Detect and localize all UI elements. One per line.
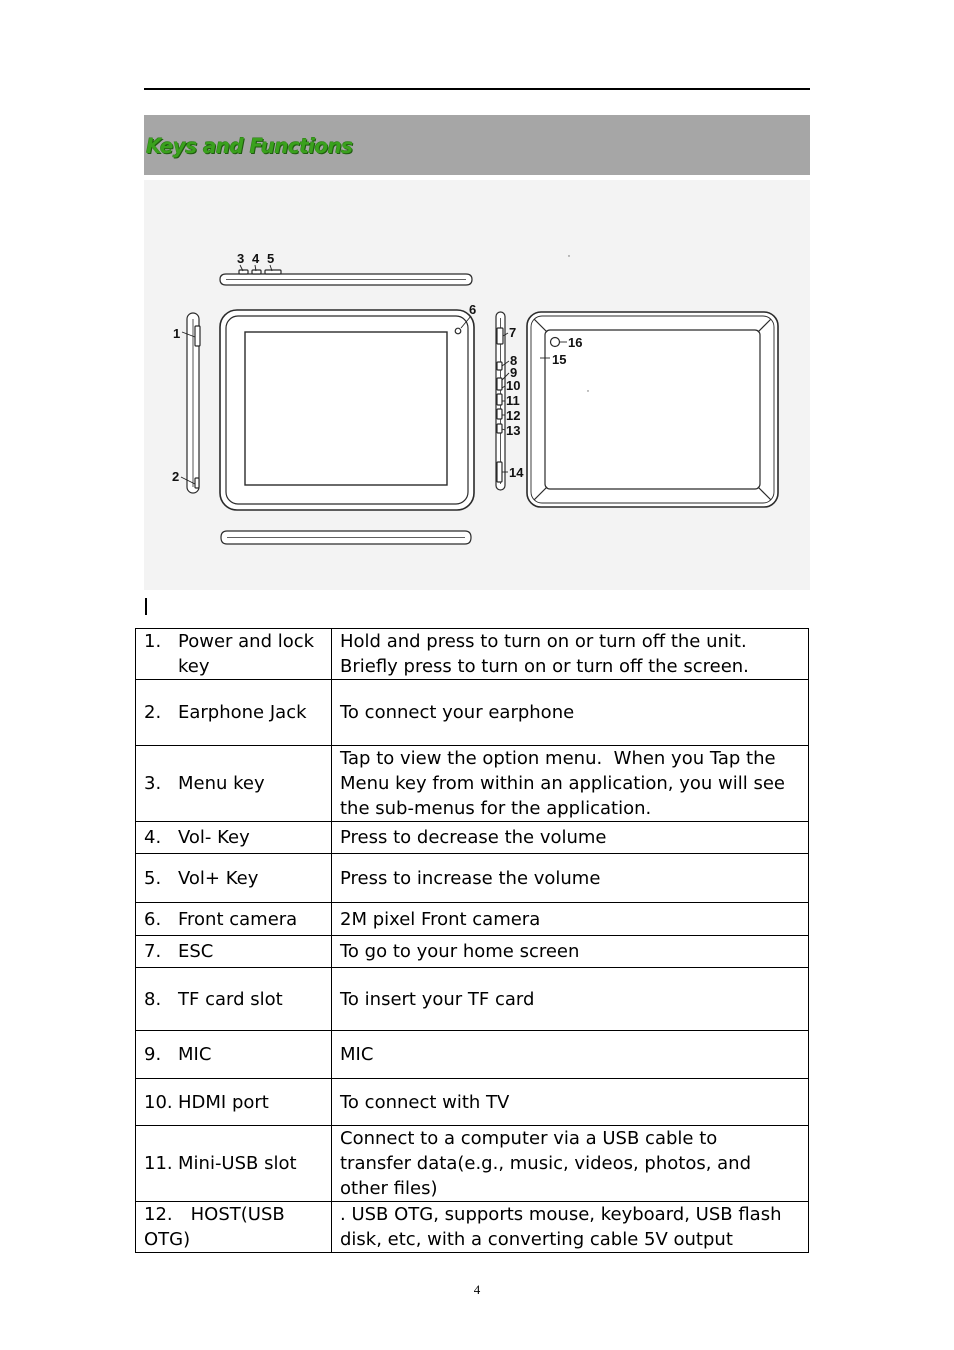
key-cell	[136, 680, 332, 745]
tablet-top-edge-view	[220, 270, 472, 285]
esc-key-shape	[497, 328, 503, 344]
key-cell	[136, 968, 332, 1030]
callout-11: 11	[506, 393, 520, 408]
key-number: 1.	[144, 631, 162, 652]
key-label	[144, 987, 327, 1012]
key-label	[144, 1202, 309, 1252]
tf-slot-shape	[497, 362, 502, 370]
function-cell	[332, 1202, 809, 1252]
key-name: TF card slot	[178, 988, 283, 1010]
scan-speck	[568, 255, 569, 256]
key-name: Power and lock key	[178, 631, 315, 677]
table-row	[136, 629, 809, 680]
section-header-band	[144, 115, 810, 175]
header-rule	[144, 88, 810, 90]
callout-7: 7	[509, 325, 517, 340]
function-cell	[332, 1031, 809, 1078]
key-number: 9.	[144, 1044, 162, 1065]
function-cell	[332, 1079, 809, 1125]
key-cell	[136, 822, 332, 853]
table-row	[136, 854, 809, 903]
callout-5: 5	[267, 251, 275, 266]
function-cell	[332, 968, 809, 1030]
key-name: ESC	[178, 941, 214, 962]
key-number: 5.	[144, 867, 162, 889]
earphone-jack-shape	[195, 478, 199, 488]
hdmi-port-shape	[497, 394, 502, 405]
vol-down-key-shape	[252, 270, 261, 274]
key-number: 4.	[144, 827, 162, 848]
callout-4: 4	[252, 251, 260, 266]
callout-10: 10	[506, 378, 521, 393]
table-row	[136, 936, 809, 968]
key-label	[144, 825, 327, 850]
table-row	[136, 1126, 809, 1202]
power-key-shape	[195, 326, 200, 346]
tablet-back-view	[527, 312, 778, 507]
host-usb-shape	[497, 424, 502, 433]
key-label	[144, 939, 327, 964]
key-label	[144, 907, 327, 932]
function-cell	[332, 854, 809, 902]
callout-6: 6	[469, 302, 477, 317]
callout-8: 8	[510, 353, 518, 368]
function-cell	[332, 936, 809, 967]
function-description: To connect your earphone	[340, 702, 575, 723]
table-row	[136, 1202, 809, 1253]
table-row	[136, 822, 809, 854]
key-name: HDMI port	[178, 1091, 269, 1113]
table-row	[136, 1079, 809, 1126]
key-number: 12.	[144, 1204, 173, 1225]
function-description: Hold and press to turn on or turn off the unit. Briefly press to turn on or turn off the screen.	[340, 631, 753, 677]
function-description: 2M pixel Front camera	[340, 908, 541, 930]
key-cell	[136, 1126, 332, 1201]
key-number: 3.	[144, 773, 162, 794]
table-row	[136, 680, 809, 746]
key-number: 11.	[144, 1153, 173, 1174]
function-description: Connect to a computer via a USB cable to transfer data(e.g., music, videos, photos, and other files)	[340, 1128, 757, 1199]
table-row	[136, 968, 809, 1031]
callout-12: 12	[506, 408, 521, 423]
function-description: To go to your home screen	[340, 941, 580, 962]
function-description: Tap to view the option menu. When you Tap the Menu key from within an application, you will see the sub-menus for the application.	[340, 748, 791, 819]
key-cell	[136, 1031, 332, 1078]
function-cell	[332, 903, 809, 935]
key-cell	[136, 1079, 332, 1125]
function-description: To insert your TF card	[340, 988, 535, 1010]
mic-shape	[497, 378, 502, 390]
function-description: . USB OTG, supports mouse, keyboard, USB flash disk, etc, with a converting cable 5V output	[340, 1204, 788, 1250]
key-cell	[136, 854, 332, 902]
side-key-14-shape	[497, 462, 502, 482]
callout-3: 3	[237, 251, 245, 266]
function-cell	[332, 822, 809, 853]
tablet-diagram	[144, 180, 810, 590]
function-description: To connect with TV	[340, 1091, 510, 1113]
key-label	[144, 771, 327, 796]
table-row	[136, 903, 809, 936]
tablet-front-view	[220, 310, 474, 510]
front-screen	[245, 332, 447, 485]
function-description: Press to increase the volume	[340, 867, 601, 889]
callout-2: 2	[172, 469, 180, 484]
callout-14: 14	[509, 465, 524, 480]
key-cell	[136, 1202, 332, 1252]
key-label	[144, 866, 327, 891]
tablet-left-side-view	[187, 313, 200, 493]
key-label	[144, 1042, 327, 1067]
key-cell	[136, 936, 332, 967]
key-cell	[136, 629, 332, 679]
function-cell	[332, 680, 809, 745]
key-number: 7.	[144, 941, 162, 962]
key-cell	[136, 903, 332, 935]
key-name: Mini-USB slot	[178, 1153, 297, 1174]
key-name: Vol- Key	[178, 827, 250, 848]
callout-16: 16	[568, 335, 583, 350]
function-description: MIC	[340, 1044, 374, 1065]
key-name: Front camera	[178, 908, 298, 930]
key-name: Menu key	[178, 773, 265, 794]
text-cursor-mark	[145, 598, 147, 615]
function-description: Press to decrease the volume	[340, 827, 607, 848]
function-cell	[332, 629, 809, 679]
tablet-diagram-drawing	[144, 180, 810, 590]
callout-15: 15	[552, 352, 567, 367]
back-panel	[545, 330, 760, 489]
callout-9: 9	[510, 365, 518, 380]
key-number: 2.	[144, 702, 162, 723]
front-camera-icon	[455, 328, 461, 334]
tablet-bottom-edge-view	[221, 531, 471, 544]
callout-1: 1	[173, 326, 181, 341]
vol-up-key-shape	[265, 270, 281, 274]
scan-speck	[587, 390, 588, 391]
keys-functions-table	[135, 628, 809, 1253]
rear-camera-icon	[551, 338, 560, 347]
key-cell	[136, 746, 332, 821]
key-number: 8.	[144, 988, 162, 1010]
key-number: 6.	[144, 908, 162, 930]
mini-usb-shape	[497, 409, 502, 419]
key-name: HOST(USB OTG)	[144, 1204, 285, 1250]
table-row	[136, 1031, 809, 1079]
key-number: 10.	[144, 1091, 173, 1113]
function-cell	[332, 1126, 809, 1201]
key-label	[144, 629, 327, 679]
callout-13: 13	[506, 423, 521, 438]
key-label	[144, 1151, 327, 1176]
key-name: Earphone Jack	[178, 702, 307, 723]
table-row	[136, 746, 809, 822]
page-number: 4	[473, 1282, 481, 1297]
key-label	[144, 1090, 327, 1115]
key-name: MIC	[178, 1044, 212, 1065]
function-cell	[332, 746, 809, 821]
key-label	[144, 700, 327, 725]
menu-key-shape	[239, 270, 248, 274]
section-title: Keys and Functions	[146, 134, 353, 158]
key-name: Vol+ Key	[178, 867, 259, 889]
